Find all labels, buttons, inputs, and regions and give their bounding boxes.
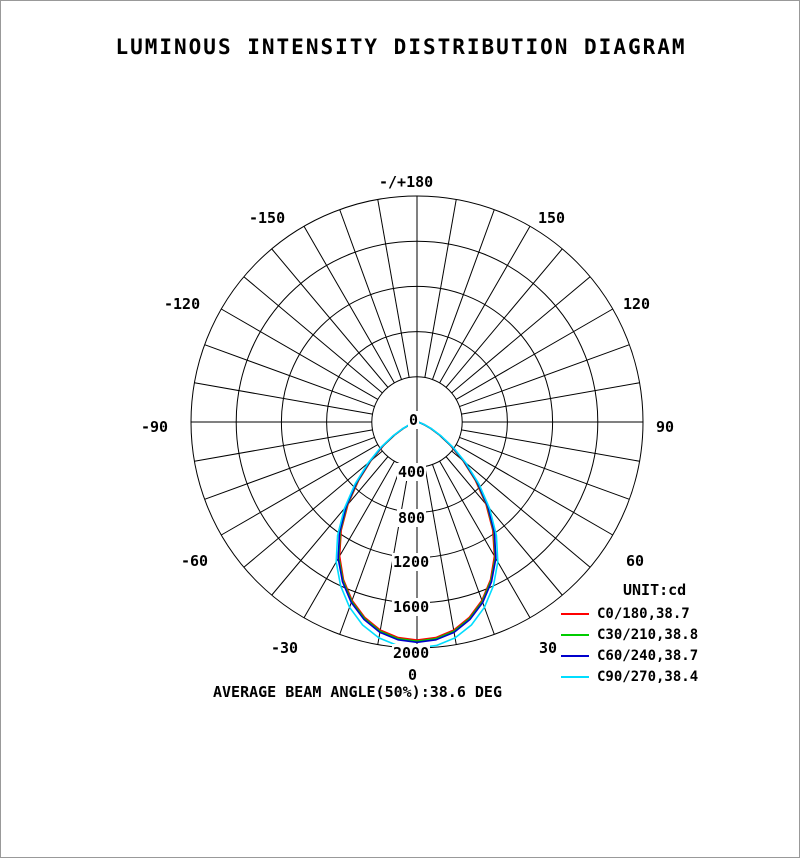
angle-label-n120: -120: [164, 295, 201, 313]
radial-label-1600: 1600: [393, 598, 430, 616]
legend-item: [561, 645, 698, 666]
angle-label-0: 0: [408, 666, 418, 684]
radial-label-0: 0: [409, 411, 419, 429]
angle-label-180: -/+180: [379, 173, 434, 191]
angle-label-30: 30: [539, 639, 558, 657]
angle-label-150: 150: [538, 209, 566, 227]
radial-label-1200: 1200: [393, 553, 430, 571]
radial-label-800: 800: [398, 509, 426, 527]
polar-plot: [1, 1, 800, 858]
radial-label-2000: 2000: [393, 644, 430, 662]
angle-label-n90: -90: [141, 418, 169, 436]
page-title: LUMINOUS INTENSITY DISTRIBUTION DIAGRAM: [115, 35, 687, 59]
legend-item-label: C30/210,38.8: [597, 626, 699, 643]
radial-label-400: 400: [398, 463, 426, 481]
legend-color-swatch: [561, 634, 589, 636]
legend-item-label: C90/270,38.4: [597, 668, 699, 685]
beam-angle-text: AVERAGE BEAM ANGLE(50%):38.6 DEG: [213, 683, 502, 701]
angle-label-n30: -30: [271, 639, 299, 657]
legend: [561, 581, 698, 687]
angle-label-n60: -60: [181, 552, 209, 570]
angle-label-120: 120: [623, 295, 651, 313]
angle-label-60: 60: [626, 552, 645, 570]
angle-label-90: 90: [656, 418, 675, 436]
legend-unit-label: UNIT:cd: [623, 581, 687, 599]
legend-rows: [561, 603, 698, 687]
legend-item-label: C0/180,38.7: [597, 605, 690, 622]
legend-item-label: C60/240,38.7: [597, 647, 699, 664]
legend-item: [561, 603, 698, 624]
angle-label-n150: -150: [249, 209, 286, 227]
legend-color-swatch: [561, 655, 589, 657]
legend-color-swatch: [561, 676, 589, 678]
legend-item: [561, 624, 698, 645]
legend-item: [561, 666, 698, 687]
legend-color-swatch: [561, 613, 589, 615]
